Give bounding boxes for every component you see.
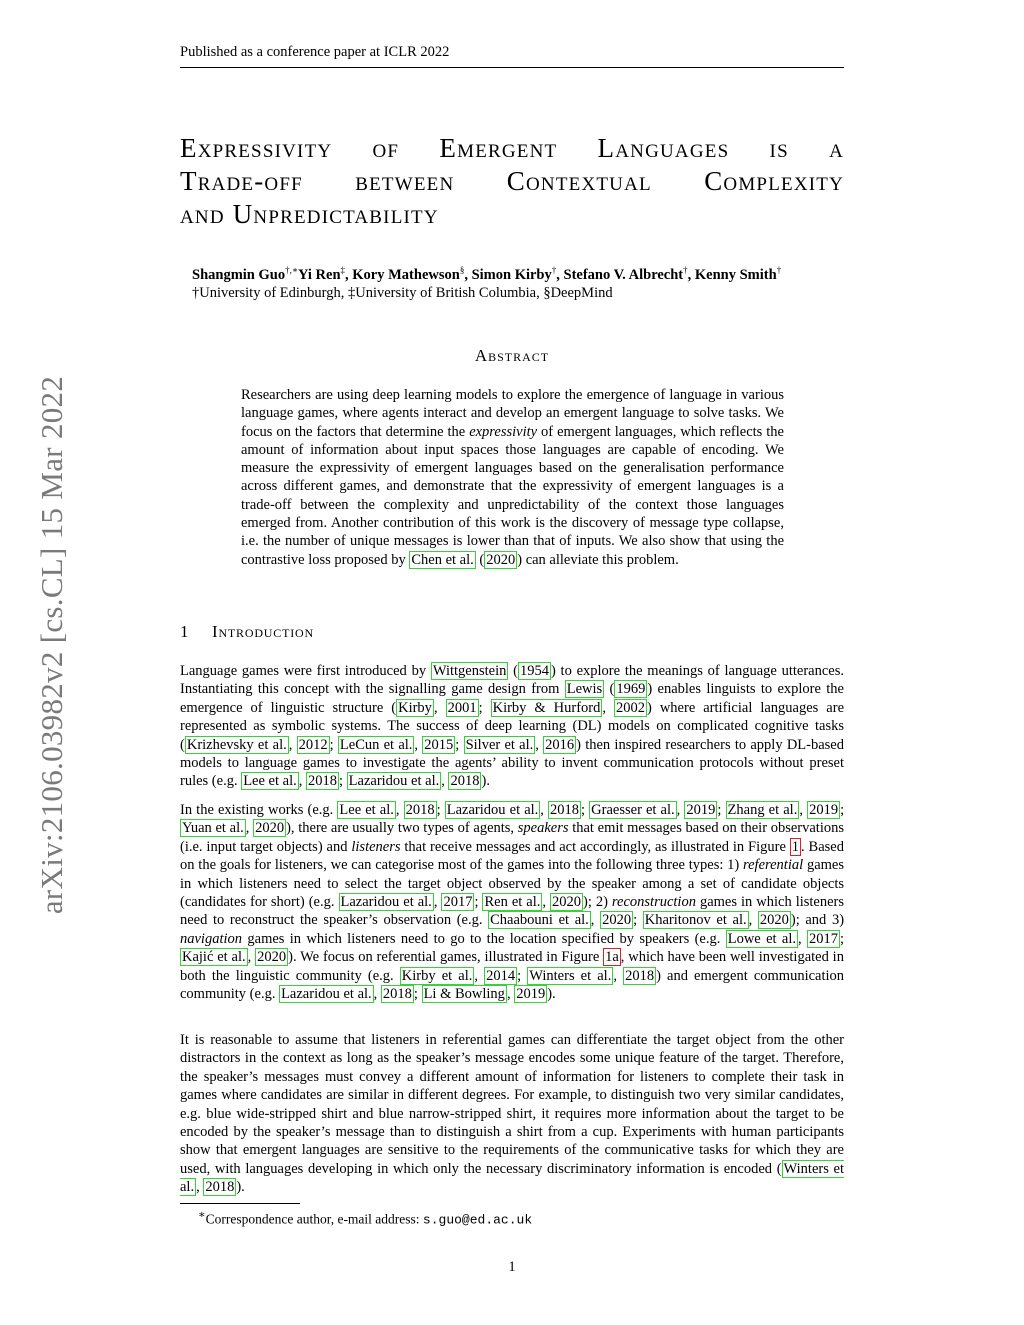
citation-link[interactable]: 2017 [808, 930, 838, 947]
footnote [198, 1208, 532, 1228]
author: Shangmin Guo [192, 266, 286, 283]
affiliations: †University of Edinburgh, ‡University of British Columbia, §DeepMind [192, 284, 613, 301]
intro-paragraph-2: In the existing works (e.g. Lee et al. , 2018 ; Lazaridou et al. , 2018 ; Graesser et al. , 2019 ; Zhang et al. , 2019 ; Yuan et al. , 2020 ), there are usually two types of agents, speakers that emit messages based on their observations (i.e. input target objects) and listeners that receive messages and act accordingly, as illustrated in Figure 1 . Based on the goals for listeners, we can categorise most of the games into the following three types: 1) referential games in which listeners need to select the target object observed by the speaker among a set of candidate objects (candidates for short) (e.g. Lazaridou et al. , 2017 ; Ren et al. , 2020 ); 2) reconstruction games in which listeners need to reconstruct the speaker’s observation (e.g. Chaabouni et al. , 2020 ; Kharitonov et al. , 2020 ); and 3) navigation games in which listeners need to go to the location specified by speakers (e.g. Lowe et al. , 2017 ; Kajić et al. , 2020 ). We focus on referential games, illustrated in Figure 1a , which have been well investigated in both the linguistic community (e.g. Kirby et al. , 2014 ; Winters et al. , 2018 ) and emergent communication community (e.g. Lazaridou et al. , 2018 ; Li & Bowling , 2019 ). [180, 802, 845, 1003]
author-mark: †,∗ [285, 265, 298, 275]
citation-link[interactable]: 2018 [405, 802, 435, 818]
citation-link[interactable]: Kajić et al. [182, 949, 246, 966]
citation-link[interactable]: 2015 [424, 736, 454, 753]
author-mark: † [551, 265, 557, 275]
author: Yi Ren [297, 266, 341, 283]
citation-link[interactable]: Lowe et al. [727, 930, 796, 947]
citation-link[interactable]: Kirby et al. [401, 967, 473, 984]
citation-link[interactable]: Graesser et al. [591, 802, 675, 818]
citation-link[interactable]: 2019 [516, 986, 546, 1003]
citation-link[interactable]: 2018 [625, 967, 655, 984]
intro-paragraph-1: Language games were first introduced by Wittgenstein ( 1954 ) to explore the meanings of language utterances. Instantiating this concept with the signalling game design from Lewis ( 1969 ) enables linguists to explore the emergence of linguistic structure ( Kirby , 2001 ; Kirby & Hurford , 2002 ) where artificial languages are represented as symbolic systems. The success of deep learning (DL) models on complicated cognitive tasks ( Krizhevsky et al. , 2012 ; LeCun et al. , 2015 ; Silver et al. , 2016 ) then inspired researchers to apply DL-based models to language games to investigate the agents’ ability to invent communication protocols without preset rules (e.g. Lee et al. , 2018 ; Lazaridou et al. , 2018 ). [180, 663, 845, 790]
citation-link[interactable]: 2020 [602, 912, 632, 929]
citation-link[interactable]: 2020 [486, 551, 516, 568]
citation-link[interactable]: Yuan et al. [182, 820, 244, 837]
citation-link[interactable]: 2018 [382, 986, 412, 1003]
running-header: Published as a conference paper at ICLR 2022 [180, 44, 844, 68]
page-number: 1 [508, 1259, 516, 1275]
citation-link[interactable]: Lewis [566, 681, 603, 698]
citation-link[interactable]: Kirby [398, 699, 432, 716]
footnote-rule [180, 1203, 300, 1204]
arxiv-id: arXiv:2106.03982v2 [cs.CL] 15 Mar 2022 [34, 375, 70, 915]
footnote-email[interactable]: s.guo@ed.ac.uk [422, 1212, 533, 1228]
citation-link[interactable]: Zhang et al. [727, 802, 798, 818]
author-names: Shangmin Guo†,∗Yi Ren‡, Kory Mathewson§, Simon Kirby†, Stefano V. Albrecht†, Kenny Smith† [192, 265, 782, 283]
citation-link[interactable]: Lazaridou et al. [281, 986, 372, 1003]
citation-link[interactable]: Krizhevsky et al. [186, 736, 287, 753]
author: Simon Kirby [471, 266, 552, 283]
citation-link[interactable]: 2020 [255, 820, 285, 837]
citation-link[interactable]: 1969 [616, 681, 646, 698]
author: Kory Mathewson [352, 266, 460, 283]
citation-link[interactable]: 2020 [257, 949, 287, 966]
arxiv-stamp [30, 350, 74, 940]
citation-link[interactable]: Lee et al. [339, 802, 394, 818]
citation-link[interactable]: Winters et al. [180, 1160, 844, 1196]
author: Kenny Smith [694, 266, 777, 283]
section-title: Introduction [212, 622, 314, 641]
title-line: Trade-off between Contextual Complexity [180, 166, 844, 196]
citation-link[interactable]: Chaabouni et al. [490, 912, 589, 929]
footnote-mark: ∗ [198, 1209, 206, 1221]
citation-link[interactable]: Lee et al. [243, 773, 297, 790]
citation-link[interactable]: 2018 [450, 773, 480, 790]
citation-link[interactable]: LeCun et al. [339, 736, 413, 753]
citation-link[interactable]: Ren et al. [484, 894, 541, 911]
author-mark: † [776, 265, 782, 275]
citation-link[interactable]: Kirby & Hurford [492, 699, 601, 716]
author-mark: † [683, 265, 688, 275]
figure-link[interactable]: 1a [605, 949, 619, 966]
citation-link[interactable]: 2020 [759, 912, 789, 929]
author: Stefano V. Albrecht [563, 266, 684, 283]
citation-link[interactable]: 2012 [298, 736, 328, 753]
citation-link[interactable]: Silver et al. [465, 736, 534, 753]
author-block [192, 261, 892, 302]
citation-link[interactable]: 2018 [308, 773, 337, 790]
paper-title [180, 132, 844, 231]
intro-paragraph-3: It is reasonable to assume that listeners in referential games can differentiate the target object from the other distractors in the context as long as the speaker’s message encodes some unique feature of the target. Therefore, the speaker’s messages must convey a different amount of information for listeners to complete their task in games where candidates are similar in different degrees. For example, to distinguish two very similar candidates, e.g. blue wide-stripped shirt and blue narrow-stripped shirt, it requires more information about the target to be encoded by the speaker’s message than to distinguish a shirt from a cup. Experiments with human participants show that emergent languages are sensitive to the requirements of the communicative tasks for which they are used, with languages developing in which only the necessary discriminatory information is encoded ( Winters et al. , 2018 ). [180, 1032, 844, 1196]
citation-link[interactable]: 1954 [519, 663, 549, 679]
citation-link[interactable]: 2019 [809, 802, 839, 818]
citation-link[interactable]: Kharitonov et al. [644, 912, 747, 929]
footnote-text: Correspondence author, e-mail address: [205, 1211, 423, 1227]
abstract-heading: Abstract [474, 346, 550, 365]
citation-link[interactable]: Wittgenstein [432, 663, 507, 679]
citation-link[interactable]: 2018 [550, 802, 580, 818]
figure-link[interactable]: 1 [791, 838, 800, 855]
citation-link[interactable]: 2018 [205, 1179, 235, 1196]
title-line: Expressivity of Emergent Languages is a [180, 133, 844, 163]
citation-link[interactable]: Chen et al. [411, 551, 474, 568]
citation-link[interactable]: 2014 [486, 967, 516, 984]
citation-link[interactable]: 2016 [545, 736, 575, 753]
title-line: and Unpredictability [180, 199, 439, 229]
section-number: 1 [180, 622, 190, 641]
citation-link[interactable]: Lazaridou et al. [348, 773, 440, 790]
citation-link[interactable]: Lazaridou et al. [340, 894, 432, 911]
citation-link[interactable]: 2017 [443, 894, 473, 911]
citation-link[interactable]: Li & Bowling [423, 986, 505, 1003]
author-mark: § [459, 265, 465, 275]
citation-link[interactable]: Lazaridou et al. [446, 802, 539, 818]
citation-link[interactable]: 2020 [552, 894, 581, 911]
citation-link[interactable]: Winters et al. [529, 967, 612, 984]
citation-link[interactable]: 2019 [686, 802, 716, 818]
section-heading [180, 622, 314, 642]
citation-link[interactable]: 2001 [447, 699, 477, 716]
author-mark: ‡ [340, 265, 346, 275]
citation-link[interactable]: 2002 [616, 699, 646, 716]
abstract-body: Researchers are using deep learning models to explore the emergence of language in various language games, where agents interact and develop an emergent language to solve tasks. We focus on the factors that determine the expressivity of emergent languages, which reflects the amount of information about input spaces those languages are capable of encoding. We measure the expressivity of emergent languages based on the generalisation performance across different games, and demonstrate that the expressivity of emergent languages is a trade-off between the complexity and unpredictability of the context those languages emerged from. Another contribution of this work is the discovery of message type collapse, i.e. the number of unique messages is lower than that of inputs. We also show that using the contrastive loss proposed by Chen et al. ( 2020 ) can alleviate this problem. [241, 387, 784, 568]
